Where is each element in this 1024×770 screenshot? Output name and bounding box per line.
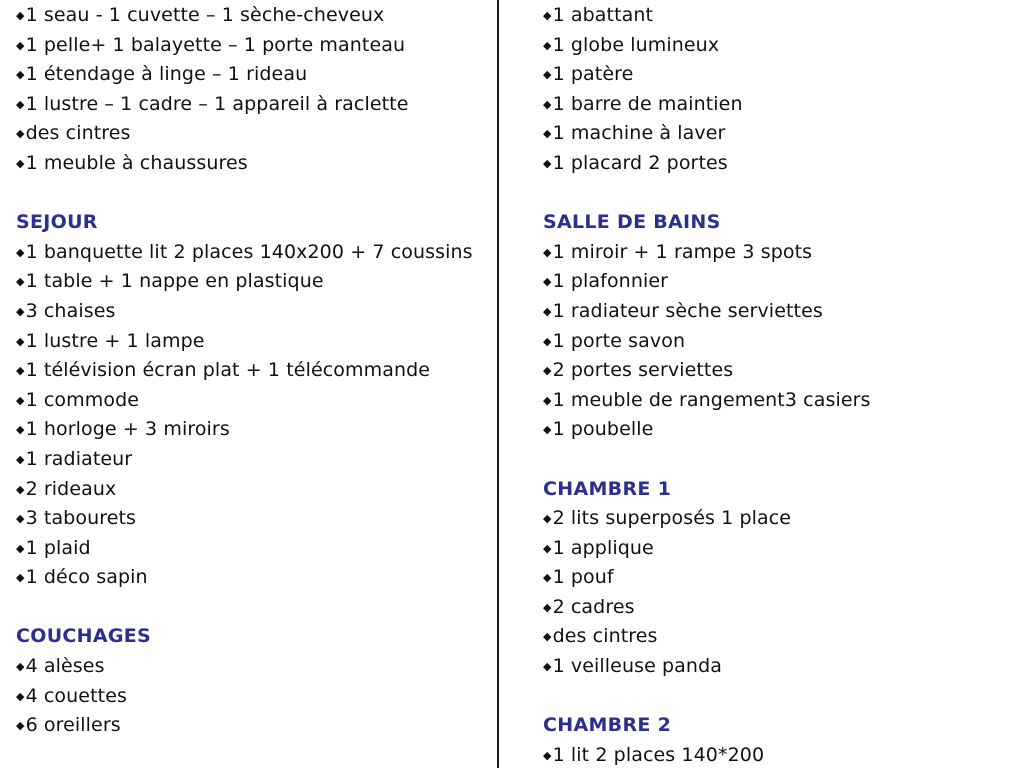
list-item-text: 1 commode <box>25 388 140 411</box>
list-item <box>543 593 1013 623</box>
list-item-text: des cintres <box>552 625 658 648</box>
list-item-text: 1 déco sapin <box>25 566 148 589</box>
diamond-bullet-icon: ◆ <box>543 9 552 22</box>
list-item-text: 1 radiateur sèche serviettes <box>552 299 823 322</box>
diamond-bullet-icon: ◆ <box>16 275 25 289</box>
list-item-text: 1 meuble de rangement3 casiers <box>552 388 871 411</box>
diamond-bullet-icon: ◆ <box>543 541 552 555</box>
diamond-bullet-icon: ◆ <box>16 423 25 437</box>
list-item-text: 1 patère <box>552 63 634 86</box>
diamond-bullet-icon: ◆ <box>543 275 552 289</box>
list-item-text: 2 lits superposés 1 place <box>552 507 792 530</box>
list-item <box>16 386 486 416</box>
diamond-bullet-icon: ◆ <box>16 68 25 82</box>
list-item <box>16 327 486 357</box>
section-heading-couchages: COUCHAGES <box>16 625 152 648</box>
column-divider <box>497 0 499 768</box>
diamond-bullet-icon: ◆ <box>543 97 552 111</box>
list-item <box>16 711 486 741</box>
list-item-text: 1 horloge + 3 miroirs <box>25 418 230 441</box>
section-spacer <box>16 179 486 209</box>
diamond-bullet-icon: ◆ <box>543 364 552 378</box>
diamond-bullet-icon: ◆ <box>543 571 552 585</box>
section-spacer <box>543 445 1013 475</box>
diamond-bullet-icon: ◆ <box>543 512 552 526</box>
list-item <box>16 563 486 593</box>
list-item <box>543 504 1013 534</box>
list-item-text: 3 chaises <box>25 299 116 322</box>
list-item <box>543 297 1013 327</box>
section-spacer <box>543 682 1013 712</box>
list-item <box>16 60 486 90</box>
list-item-text: 2 rideaux <box>25 477 117 500</box>
list-item-text: 1 miroir + 1 rampe 3 spots <box>552 240 813 263</box>
list-item-text: 1 plaid <box>25 536 91 559</box>
list-item-text: 1 seau - 1 cuvette – 1 sèche-cheveux <box>25 4 385 26</box>
list-item <box>543 327 1013 357</box>
list-item-text: 3 tabourets <box>25 507 137 530</box>
list-item-text: 1 placard 2 portes <box>552 151 728 174</box>
diamond-bullet-icon: ◆ <box>16 97 25 111</box>
list-item-text: 1 poubelle <box>552 418 654 441</box>
list-item <box>16 534 486 564</box>
list-item <box>16 31 486 61</box>
diamond-bullet-icon: ◆ <box>543 660 552 674</box>
section-heading-chambre-1: CHAMBRE 1 <box>543 477 672 500</box>
list-item-text: 1 lustre + 1 lampe <box>25 329 205 352</box>
list-item-text: 4 alèses <box>25 655 105 678</box>
list-item <box>16 356 486 386</box>
list-item <box>16 1 486 31</box>
list-item <box>543 415 1013 445</box>
list-item <box>16 119 486 149</box>
list-item <box>16 267 486 297</box>
diamond-bullet-icon: ◆ <box>16 512 25 526</box>
diamond-bullet-icon: ◆ <box>16 9 25 22</box>
diamond-bullet-icon: ◆ <box>543 38 552 52</box>
section-heading-sejour: SEJOUR <box>16 211 98 234</box>
list-item <box>543 563 1013 593</box>
list-item <box>543 267 1013 297</box>
list-item-text: 1 plafonnier <box>552 270 669 293</box>
list-item-text: 2 cadres <box>552 595 635 618</box>
list-item-text: 1 meuble à chaussures <box>25 151 248 174</box>
diamond-bullet-icon: ◆ <box>16 334 25 348</box>
list-item <box>543 60 1013 90</box>
diamond-bullet-icon: ◆ <box>543 423 552 437</box>
diamond-bullet-icon: ◆ <box>543 393 552 407</box>
list-item-text: 2 portes serviettes <box>552 359 734 382</box>
list-item <box>543 238 1013 268</box>
list-item <box>16 475 486 505</box>
list-item-text: 1 pouf <box>552 566 614 589</box>
diamond-bullet-icon: ◆ <box>16 719 25 733</box>
list-item <box>16 238 486 268</box>
list-item-text: 1 pelle+ 1 balayette – 1 porte manteau <box>25 33 406 56</box>
list-item <box>16 445 486 475</box>
diamond-bullet-icon: ◆ <box>16 571 25 585</box>
list-item <box>16 652 486 682</box>
diamond-bullet-icon: ◆ <box>543 156 552 170</box>
diamond-bullet-icon: ◆ <box>543 127 552 141</box>
diamond-bullet-icon: ◆ <box>543 334 552 348</box>
list-item-text: 6 oreillers <box>25 714 121 737</box>
list-item <box>543 119 1013 149</box>
list-item-text: 1 machine à laver <box>552 122 726 145</box>
section-spacer <box>16 593 486 623</box>
list-item-text: 1 banquette lit 2 places 140x200 + 7 coussins <box>25 240 473 263</box>
list-item <box>16 297 486 327</box>
list-item <box>543 652 1013 682</box>
list-item <box>543 622 1013 652</box>
list-item <box>543 534 1013 564</box>
diamond-bullet-icon: ◆ <box>16 689 25 703</box>
diamond-bullet-icon: ◆ <box>543 245 552 259</box>
list-item-text: 1 globe lumineux <box>552 33 720 56</box>
list-item <box>16 149 486 179</box>
list-item-text: 1 radiateur <box>25 447 133 470</box>
list-item-text: 1 barre de maintien <box>552 92 743 115</box>
section-heading-chambre-2: CHAMBRE 2 <box>543 714 672 737</box>
list-item-text: 1 veilleuse panda <box>552 655 722 678</box>
inventory-left-column <box>16 1 486 741</box>
diamond-bullet-icon: ◆ <box>16 452 25 466</box>
diamond-bullet-icon: ◆ <box>543 748 552 762</box>
list-item-text: 1 abattant <box>552 4 654 26</box>
list-item-text: 1 porte savon <box>552 329 686 352</box>
list-item <box>543 356 1013 386</box>
diamond-bullet-icon: ◆ <box>16 541 25 555</box>
diamond-bullet-icon: ◆ <box>543 600 552 614</box>
list-item <box>16 415 486 445</box>
list-item-text: 1 lustre – 1 cadre – 1 appareil à raclette <box>25 92 409 115</box>
list-item <box>16 90 486 120</box>
list-item <box>16 682 486 712</box>
inventory-right-column <box>543 1 1013 770</box>
list-item <box>543 31 1013 61</box>
list-item <box>543 386 1013 416</box>
diamond-bullet-icon: ◆ <box>543 630 552 644</box>
list-item-text: 1 table + 1 nappe en plastique <box>25 270 324 293</box>
diamond-bullet-icon: ◆ <box>543 304 552 318</box>
section-spacer <box>543 179 1013 209</box>
list-item <box>543 149 1013 179</box>
list-item-text: des cintres <box>25 122 131 145</box>
diamond-bullet-icon: ◆ <box>16 660 25 674</box>
list-item <box>543 1 1013 31</box>
list-item-text: 1 lit 2 places 140*200 <box>552 743 765 766</box>
list-item <box>543 741 1013 770</box>
diamond-bullet-icon: ◆ <box>16 245 25 259</box>
list-item-text: 1 télévision écran plat + 1 télécommande <box>25 359 431 382</box>
diamond-bullet-icon: ◆ <box>16 364 25 378</box>
diamond-bullet-icon: ◆ <box>16 38 25 52</box>
list-item-text: 4 couettes <box>25 684 127 707</box>
diamond-bullet-icon: ◆ <box>543 68 552 82</box>
diamond-bullet-icon: ◆ <box>16 127 25 141</box>
list-item-text: 1 applique <box>552 536 654 559</box>
diamond-bullet-icon: ◆ <box>16 482 25 496</box>
section-heading-salle-de-bains: SALLE DE BAINS <box>543 211 721 234</box>
list-item <box>543 90 1013 120</box>
diamond-bullet-icon: ◆ <box>16 156 25 170</box>
diamond-bullet-icon: ◆ <box>16 393 25 407</box>
list-item <box>16 504 486 534</box>
list-item-text: 1 étendage à linge – 1 rideau <box>25 63 308 86</box>
diamond-bullet-icon: ◆ <box>16 304 25 318</box>
